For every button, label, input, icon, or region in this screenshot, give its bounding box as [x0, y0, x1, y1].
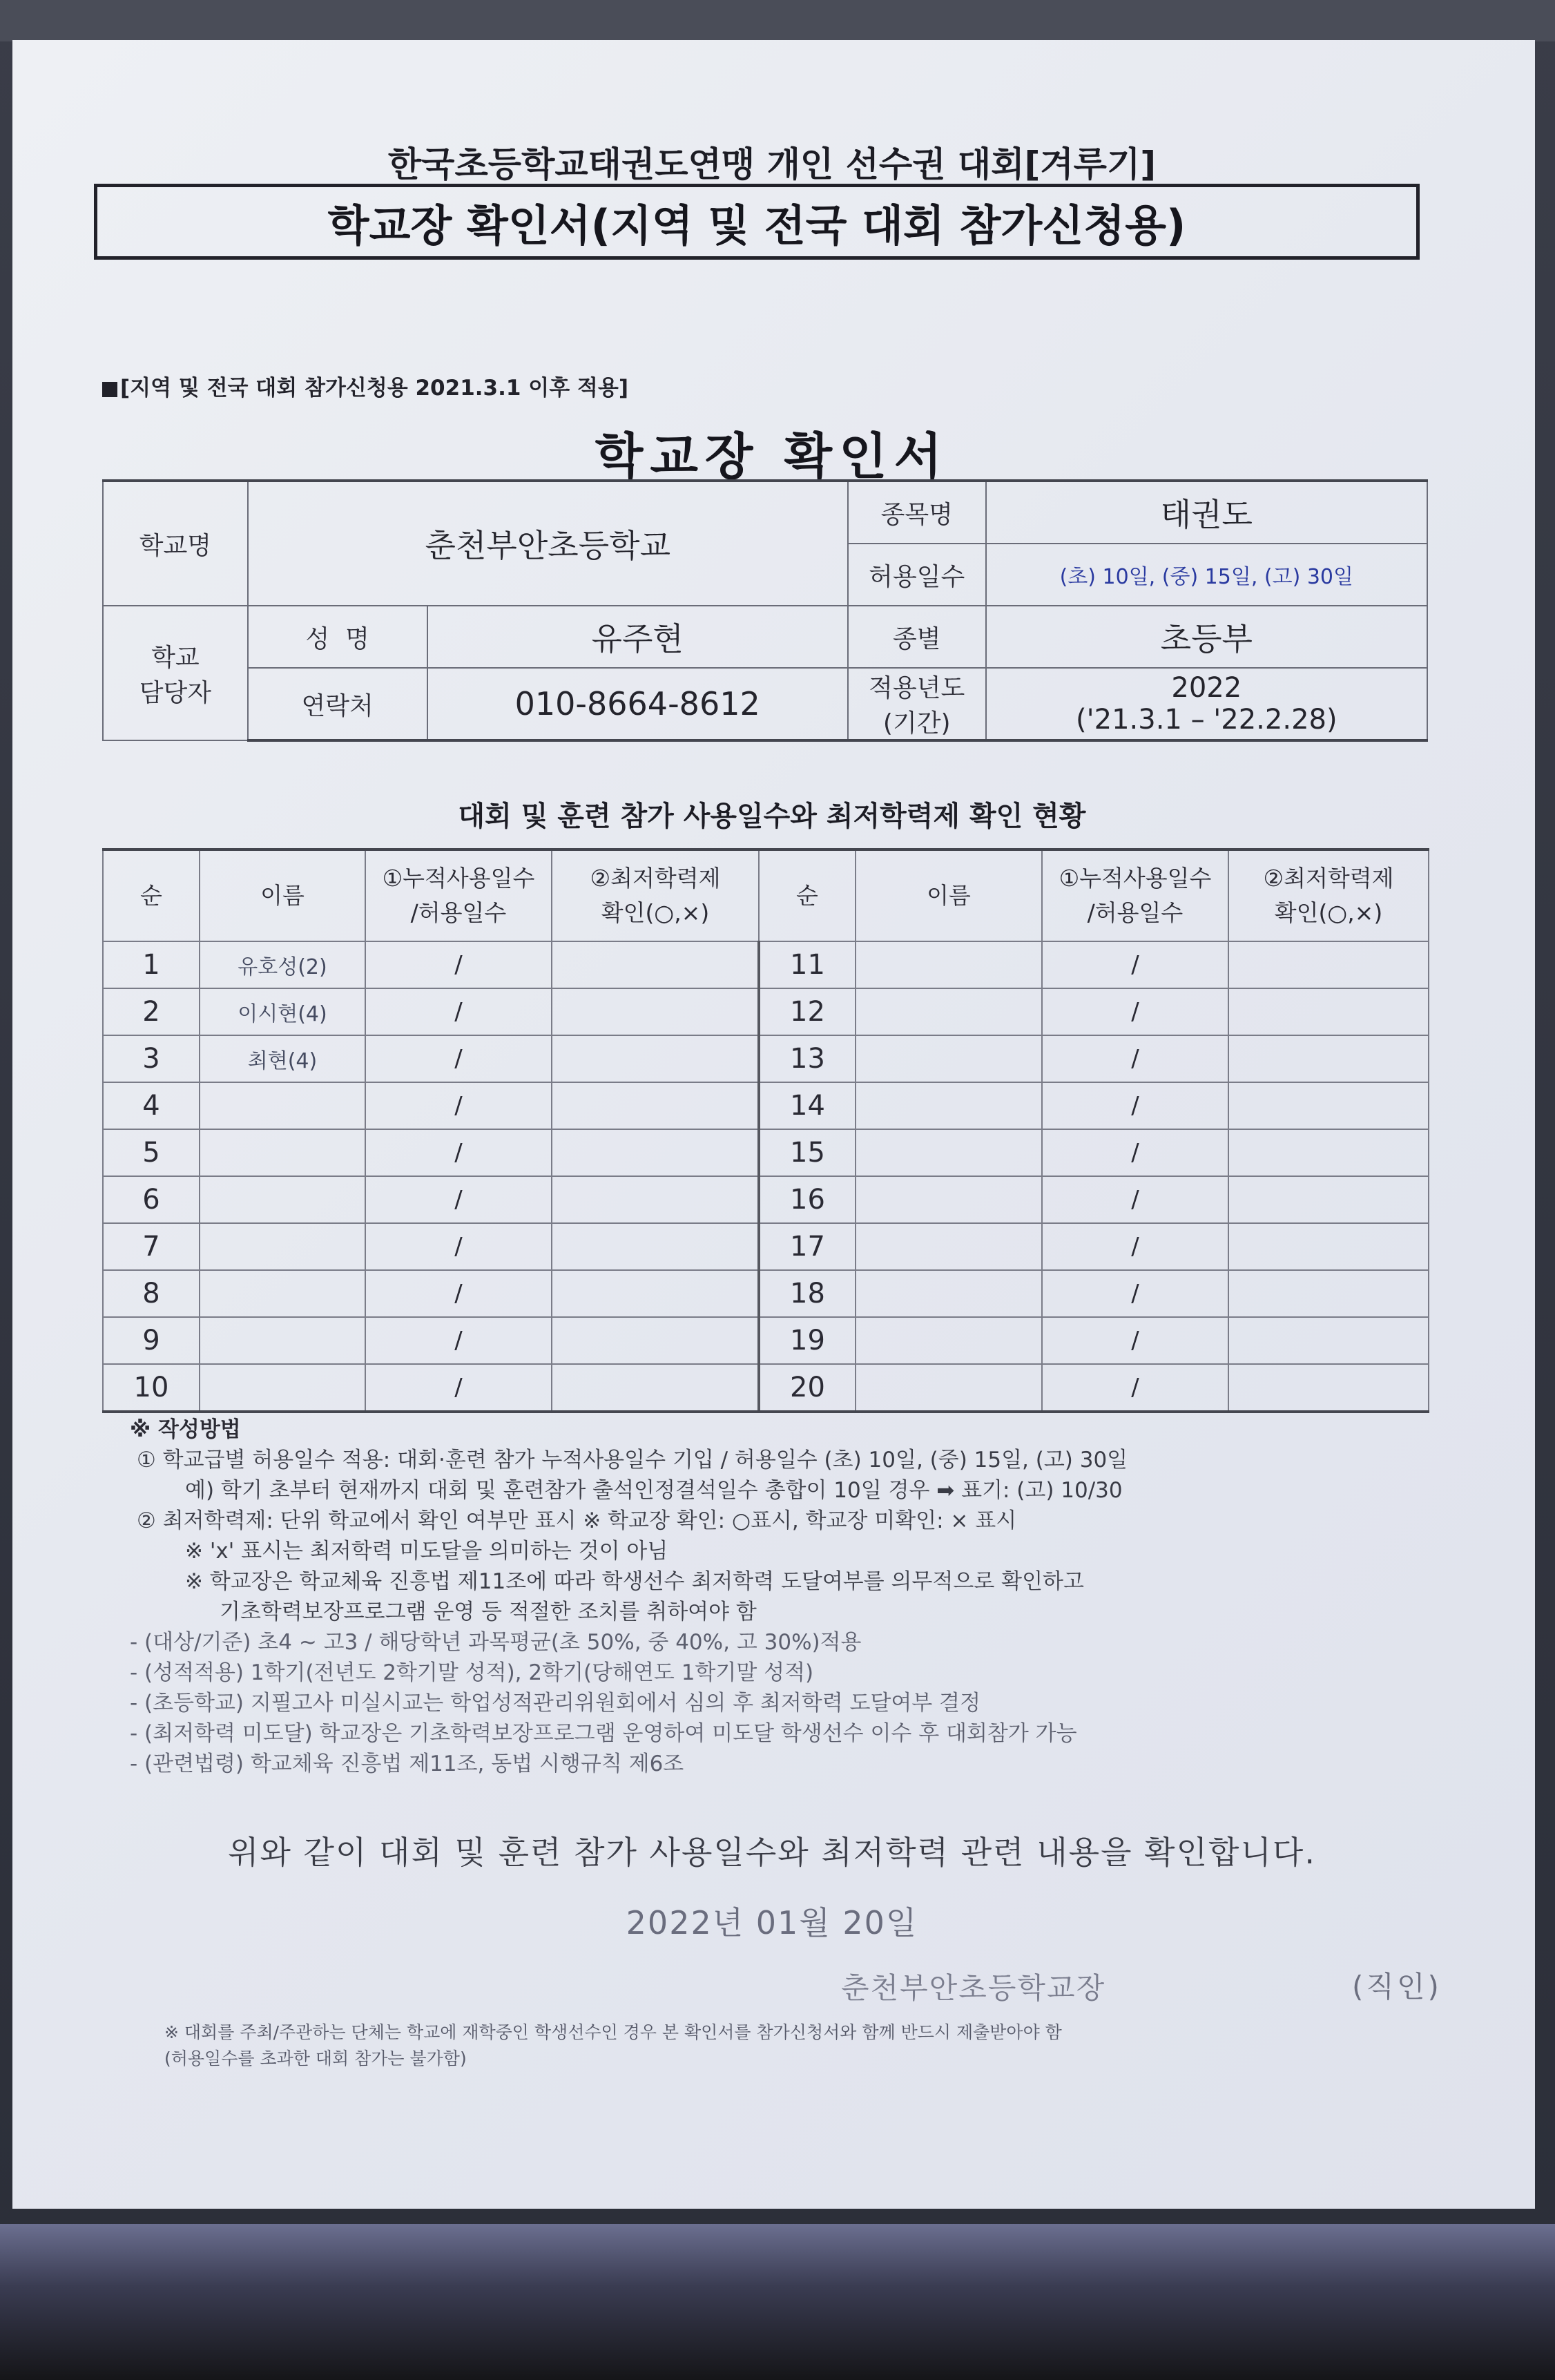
table-row [103, 941, 1429, 988]
note-line: - (성적적용) 1학기(전년도 2학기말 성적), 2학기(당해연도 1학기말 성적) [130, 1660, 814, 1685]
athlete-name [200, 1317, 365, 1364]
athlete-name [856, 941, 1042, 988]
row-no: 12 [759, 988, 856, 1035]
table-row [103, 1223, 1429, 1270]
check-cell [1228, 1035, 1429, 1082]
form-heading: 학교장 확인서 [595, 428, 949, 486]
col-check-right-line1: ②최저학력제 [1263, 865, 1394, 892]
days-cell: / [365, 1317, 552, 1364]
check-cell [1228, 1176, 1429, 1223]
days-cell: / [1042, 1364, 1228, 1412]
row-no: 13 [759, 1035, 856, 1082]
athlete-name [200, 1082, 365, 1129]
row-no: 14 [759, 1082, 856, 1129]
note-line: ※ 'x' 표시는 최저학력 미도달을 의미하는 것이 아님 [185, 1539, 668, 1564]
athlete-name [856, 988, 1042, 1035]
days-cell: / [365, 1364, 552, 1412]
table-row [103, 1270, 1429, 1317]
table-row [103, 1035, 1429, 1082]
col-check-left-line2: 확인(○,×) [601, 899, 710, 926]
row-no: 15 [759, 1129, 856, 1176]
check-cell [552, 941, 759, 988]
staff-label-line1: 학교 [151, 643, 200, 672]
note-line: - (대상/기준) 초4 ~ 고3 / 해당학년 과목평균(초 50%, 중 40%, 고 30%)적용 [130, 1630, 862, 1655]
check-cell [1228, 1364, 1429, 1412]
square-bullet-icon [102, 382, 117, 397]
athlete-name [200, 1223, 365, 1270]
row-no: 19 [759, 1317, 856, 1364]
year-value-line2: ('21.3.1 – '22.2.28) [1076, 704, 1337, 736]
days-cell: / [365, 1176, 552, 1223]
col-days-left [365, 850, 552, 941]
athlete-name [856, 1364, 1042, 1412]
document-title: 학교장 확인서(지역 및 전국 대회 참가신청용) [327, 200, 1186, 251]
staff-label [103, 606, 248, 740]
col-days-right-line1: ①누적사용일수 [1059, 865, 1212, 892]
row-no: 1 [103, 941, 200, 988]
athlete-name [856, 1270, 1042, 1317]
table-row [103, 1129, 1429, 1176]
row-no: 6 [103, 1176, 200, 1223]
days-cell: / [365, 1129, 552, 1176]
athlete-name: 최현(4) [200, 1035, 365, 1082]
athlete-name: 유호성(2) [200, 941, 365, 988]
athlete-name [200, 1129, 365, 1176]
col-name-left: 이름 [200, 850, 365, 941]
note-line: 기초학력보장프로그램 운영 등 적절한 조치를 취하여야 함 [220, 1600, 757, 1624]
allowed-days-label: 허용일수 [848, 544, 986, 606]
days-cell: / [365, 988, 552, 1035]
division-value: 초등부 [986, 606, 1427, 668]
document-page [12, 40, 1535, 2209]
year-value-line1: 2022 [1171, 672, 1242, 704]
official-seal: (직인) [1352, 1970, 1442, 2004]
col-no-right: 순 [759, 850, 856, 941]
event-value: 태권도 [986, 481, 1427, 544]
row-no: 7 [103, 1223, 200, 1270]
check-cell [552, 1082, 759, 1129]
col-days-right-line2: /허용일수 [1087, 899, 1184, 926]
col-days-left-line2: /허용일수 [410, 899, 507, 926]
note-line: ※ 학교장은 학교체육 진흥법 제11조에 따라 학생선수 최저학력 도달여부를 의무적으로 확인하고 [185, 1569, 1084, 1594]
check-cell [552, 1364, 759, 1412]
days-cell: / [1042, 941, 1228, 988]
col-check-left-line1: ②최저학력제 [590, 865, 721, 892]
school-name-label: 학교명 [103, 481, 248, 606]
athlete-name: 이시현(4) [200, 988, 365, 1035]
row-no: 3 [103, 1035, 200, 1082]
check-cell [1228, 988, 1429, 1035]
monitor-bezel-top [0, 0, 1555, 41]
note-line: - (최저학력 미도달) 학교장은 기초학력보장프로그램 운영하여 미도달 학생선수 이수 후 대회참가 가능 [130, 1721, 1077, 1746]
note-line: ① 학교급별 허용일수 적용: 대회·훈련 참가 누적사용일수 기입 / 허용일수 (초) 10일, (중) 15일, (고) 30일 [137, 1448, 1128, 1472]
year-label [848, 668, 986, 740]
days-cell: / [365, 1082, 552, 1129]
days-cell: / [365, 1270, 552, 1317]
col-days-left-line1: ①누적사용일수 [382, 865, 535, 892]
check-cell [552, 988, 759, 1035]
check-cell [1228, 941, 1429, 988]
table-row [103, 1082, 1429, 1129]
days-cell: / [1042, 1223, 1228, 1270]
athlete-name [856, 1223, 1042, 1270]
row-no: 4 [103, 1082, 200, 1129]
athlete-name [200, 1364, 365, 1412]
usage-table [102, 848, 1429, 1413]
col-no-left: 순 [103, 850, 200, 941]
row-no: 2 [103, 988, 200, 1035]
staff-name-label: 성 명 [248, 606, 427, 668]
form-usage-text: [지역 및 전국 대회 참가신청용 2021.3.1 이후 적용] [120, 376, 628, 401]
row-no: 8 [103, 1270, 200, 1317]
days-cell: / [1042, 988, 1228, 1035]
usage-header-row [103, 850, 1429, 941]
staff-label-line2: 담당자 [139, 678, 212, 707]
table-row [103, 1317, 1429, 1364]
row-no: 5 [103, 1129, 200, 1176]
days-cell: / [1042, 1270, 1228, 1317]
row-no: 20 [759, 1364, 856, 1412]
monitor-taskbar-area [0, 2224, 1555, 2380]
days-cell: / [1042, 1082, 1228, 1129]
year-label-line2: (기간) [882, 709, 951, 738]
col-check-right-line2: 확인(○,×) [1274, 899, 1383, 926]
table-row [103, 1176, 1429, 1223]
row-no: 17 [759, 1223, 856, 1270]
check-cell [1228, 1270, 1429, 1317]
row-no: 10 [103, 1364, 200, 1412]
athlete-name [200, 1270, 365, 1317]
days-cell: / [1042, 1317, 1228, 1364]
row-no: 11 [759, 941, 856, 988]
days-cell: / [1042, 1176, 1228, 1223]
document-content [61, 40, 1483, 2209]
allowed-days-value: (초) 10일, (중) 15일, (고) 30일 [986, 544, 1427, 606]
athlete-name [856, 1129, 1042, 1176]
check-cell [552, 1270, 759, 1317]
check-cell [1228, 1129, 1429, 1176]
table-row [103, 1364, 1429, 1412]
days-cell: / [1042, 1129, 1228, 1176]
col-days-right [1042, 850, 1228, 941]
form-usage-tag [102, 370, 628, 401]
contact-label: 연락처 [248, 668, 427, 740]
check-cell [552, 1223, 759, 1270]
col-name-right: 이름 [856, 850, 1042, 941]
principal-name: 춘천부안초등학교장 [841, 1971, 1106, 2005]
confirmation-statement: 위와 같이 대회 및 훈련 참가 사용일수와 최저학력 관련 내용을 확인합니다. [228, 1834, 1316, 1871]
days-cell: / [365, 1035, 552, 1082]
division-label: 종별 [848, 606, 986, 668]
issue-date: 2022년 01월 20일 [626, 1904, 918, 1941]
staff-name-value: 유주현 [427, 606, 848, 668]
check-cell [552, 1317, 759, 1364]
athlete-name [856, 1035, 1042, 1082]
athlete-name [200, 1176, 365, 1223]
contact-value: 010-8664-8612 [427, 668, 848, 740]
days-cell: / [365, 941, 552, 988]
check-cell [1228, 1317, 1429, 1364]
row-no: 18 [759, 1270, 856, 1317]
check-cell [1228, 1223, 1429, 1270]
note-line: ② 최저학력제: 단위 학교에서 확인 여부만 표시 ※ 학교장 확인: ○표시, 학교장 미확인: × 표시 [137, 1508, 1017, 1533]
col-check-left [552, 850, 759, 941]
athlete-name [856, 1082, 1042, 1129]
school-info-table [102, 479, 1428, 742]
year-label-line1: 적용년도 [869, 674, 965, 702]
col-check-right [1228, 850, 1429, 941]
instructions-heading: ※ 작성방법 [130, 1417, 241, 1442]
check-cell [552, 1129, 759, 1176]
row-no: 16 [759, 1176, 856, 1223]
days-cell: / [365, 1223, 552, 1270]
footnote [164, 2019, 1476, 2072]
row-no: 9 [103, 1317, 200, 1364]
contest-title: 한국초등학교태권도연맹 개인 선수권 대회[겨루기] [387, 144, 1157, 184]
instructions [130, 1414, 1442, 1779]
note-line: 예) 학기 초부터 현재까지 대회 및 훈련참가 출석인정결석일수 총합이 10일 경우 ➡ 표기: (고) 10/30 [185, 1478, 1123, 1503]
note-line: - (초등학교) 지필고사 미실시교는 학업성적관리위원회에서 심의 후 최저학력 도달여부 결정 [130, 1691, 981, 1716]
event-label: 종목명 [848, 481, 986, 544]
athlete-name [856, 1317, 1042, 1364]
check-cell [552, 1176, 759, 1223]
check-cell [552, 1035, 759, 1082]
check-cell [1228, 1082, 1429, 1129]
school-name-value: 춘천부안초등학교 [248, 481, 848, 606]
status-title: 대회 및 훈련 참가 사용일수와 최저학력제 확인 현황 [458, 800, 1086, 832]
table-row [103, 988, 1429, 1035]
athlete-name [856, 1176, 1042, 1223]
document-title-box [94, 184, 1420, 260]
footnote-line: ※ 대회를 주최/주관하는 단체는 학교에 재학중인 학생선수인 경우 본 확인서를 참가신청서와 함께 반드시 제출받아야 함 [164, 2022, 1062, 2042]
footnote-line: (허용일수를 초과한 대회 참가는 불가함) [164, 2048, 467, 2069]
days-cell: / [1042, 1035, 1228, 1082]
year-value [986, 668, 1427, 740]
note-line: - (관련법령) 학교체육 진흥법 제11조, 동법 시행규칙 제6조 [130, 1752, 684, 1776]
